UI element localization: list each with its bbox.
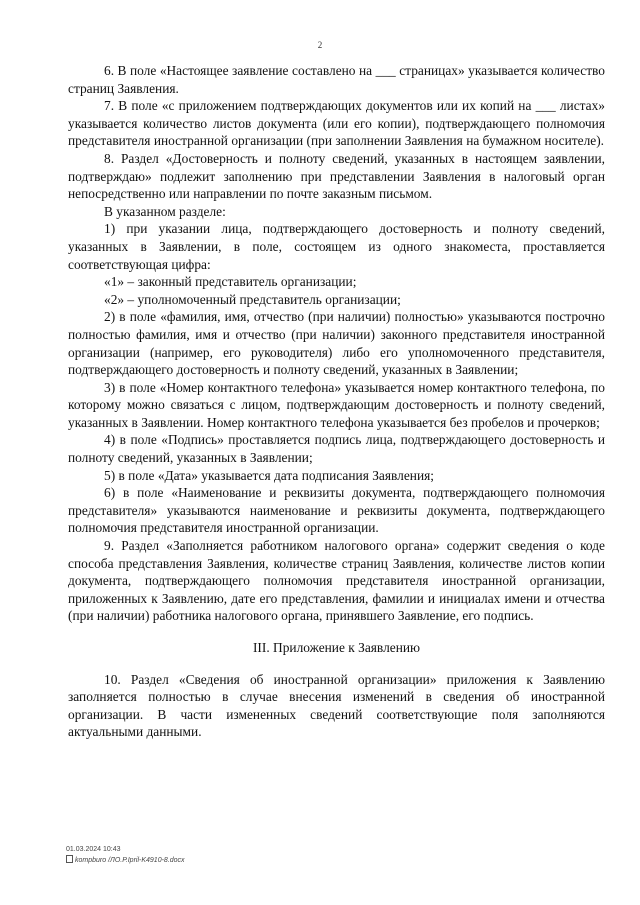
paragraph-item-1: 1) при указании лица, подтверждающего достоверность и полноту сведений, указанных в Заявлении, в поле, состоящем из одного знакоместа, проставляется соответствующая цифра: — [68, 221, 605, 272]
paragraph-section-intro: В указанном разделе: — [104, 203, 226, 219]
document-footer — [66, 845, 185, 866]
paragraph-item-5: 5) в поле «Дата» указывается дата подписания Заявления; — [104, 467, 435, 483]
paragraph-6: 6. В поле «Настоящее заявление составлено на ___ страницах» указывается количество страниц Заявления. — [68, 63, 605, 96]
footer-file-line — [66, 855, 185, 866]
page-number: 2 — [317, 40, 323, 50]
paragraph-10: 10. Раздел «Сведения об иностранной организации» приложения к Заявлению заполняется полностью в случае внесения изменений в сведения об иностранной организации. В части измененных сведений соответствующие поля заполняются актуальными данными. — [68, 671, 605, 740]
paragraph-item-3: 3) в поле «Номер контактного телефона» указывается номер контактного телефона, по которому можно связаться с лицом, подтверждающим достоверность и полноту сведений, указанных в Заявлении. Номер контактного телефона указывается без пробелов и прочерков; — [68, 379, 605, 430]
paragraph-9: 9. Раздел «Заполняется работником налогового органа» содержит сведения о коде способа представления Заявления, количестве страниц Заявления, количестве листов копии документа, подтверждающего полномочия представителя иностранной организации, приложенных к Заявлению, дате его представления, фамилии и инициалах имени и отчества (при наличии) работника налогового органа, принявшего Заявление, его подпись. — [68, 538, 605, 624]
paragraph-code-2: «2» – уполномоченный представитель организации; — [104, 291, 401, 307]
section-title: III. Приложение к Заявлению — [252, 640, 421, 655]
paragraph-8: 8. Раздел «Достоверность и полноту сведений, указанных в настоящем заявлении, подтверждаю» подлежит заполнению при представлении Заявления в налоговый орган непосредственно или направлении по почте заказным письмом. — [68, 150, 605, 202]
paragraph-item-4: 4) в поле «Подпись» проставляется подпись лица, подтверждающего достоверность и полноту сведений, указанных в Заявлении; — [68, 432, 605, 466]
footer-file-path: kompburo /ЛО.Р.Ipril-K4910-8.docx — [75, 857, 185, 864]
paragraph-code-1: «1» – законный представитель организации; — [104, 274, 357, 290]
paragraph-item-2: 2) в поле «фамилия, имя, отчество (при наличии) полностью» указываются построчно полностью фамилия, имя и отчество (при наличии) законного представителя иностранной организации (например, его руководителя) либо его уполномоченного представителя, подтверждающего достоверность и полноту сведений, указанных в Заявлении; — [68, 309, 605, 378]
paragraph-item-6: 6) в поле «Наименование и реквизиты документа, подтверждающего полномочия представителя» указываются наименование и реквизиты документа, подтверждающего полномочия представителя иностранной организации. — [68, 485, 605, 536]
paragraph-7: 7. В поле «с приложением подтверждающих документов или их копий на ___ листах» указывается количество листов документа (или его копии), подтверждающего полномочия представителя иностранной организации (при заполнении Заявления на бумажном носителе). — [68, 98, 605, 149]
footer-timestamp: 01.03.2024 10:43 — [66, 846, 121, 853]
document-body — [68, 62, 605, 741]
document-icon — [66, 855, 73, 863]
